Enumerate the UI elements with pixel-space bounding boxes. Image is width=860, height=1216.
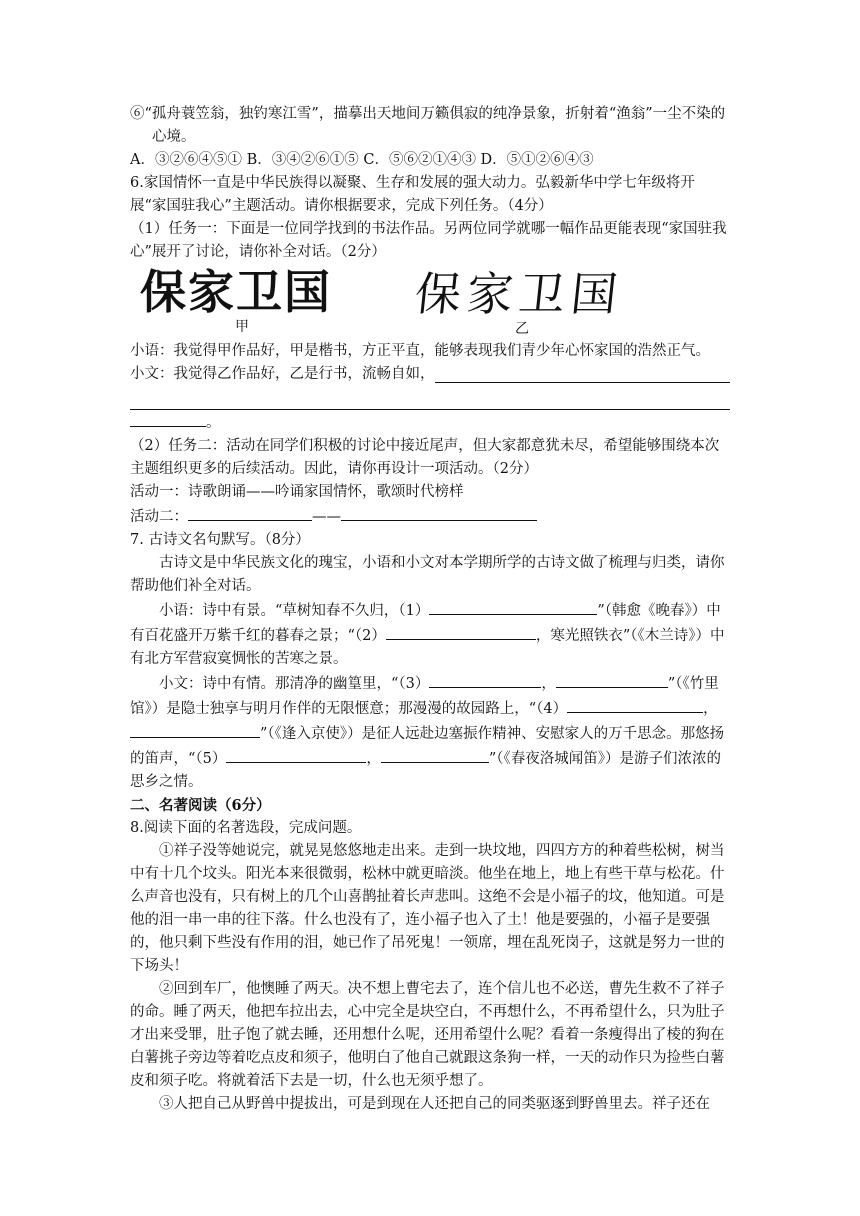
comma-3: ， <box>541 676 556 692</box>
answer-blank-4b[interactable] <box>130 721 260 738</box>
comma-4: ， <box>703 701 718 717</box>
question-6-stem: 6.家国情怀一直是中华民族得以凝聚、生存和发展的强大动力。弘毅新华中学七年级将开展“家国驻我心”主题活动。请你根据要求，完成下列任务。（4分） <box>130 175 695 214</box>
answer-blank-activity-a[interactable] <box>188 504 312 521</box>
poem-text-1c: ，寒光照铁衣”（《木兰诗》）中有北方军营寂寞惆怅的苦寒之景。 <box>130 628 725 667</box>
activity-2-label: 活动二： <box>130 509 188 525</box>
excerpt-paragraph-2: ②回到车厂，他懊睡了两天。决不想上曹宅去了，连个信儿也不必送，曹先生救不了祥子的命。睡了两天，他把车拉出去，心中完全是块空白，不再想什么，不再希望什么，只为肚子才出来受罪，肚子饱了就去睡，还用想什么呢，还用希望什么呢？看着一条瘦得出了棱的狗在白薯挑子旁边等着吃点皮和须子，他明白了他自己就跟这条狗一样，一天的动作只为捡些白薯皮和须子吃。将就着活下去是一切，什么也无须乎想了。 <box>130 981 725 1089</box>
poem-text-1a: 小语：诗中有景。“草树知春不久归，（1） <box>159 603 430 619</box>
xiaowen-poem-paragraph <box>130 671 730 794</box>
activity-2-dash: —— <box>312 509 341 525</box>
xiaowen-line <box>130 363 730 386</box>
answer-blank-5b[interactable] <box>381 746 489 763</box>
answer-blank-activity-b[interactable] <box>341 504 537 521</box>
label-yi: 乙 <box>515 321 529 337</box>
answer-blank-1[interactable] <box>429 598 597 615</box>
exam-page <box>130 103 730 1116</box>
poem-text-2e: ”（《春夜洛城闻笛》）是游子们浓浓的思乡之情。 <box>130 751 722 790</box>
poem-text-2c: “（4） <box>528 701 568 717</box>
xiaoyu-line: 小语：我觉得甲作品好，甲是楷书，方正平直，能够表现我们青少年心怀家国的浩然正气。 <box>130 343 710 359</box>
poem-text-2a: 小文：诗中有情。那清净的幽篁里，“（3） <box>159 676 430 692</box>
answer-blank-4a[interactable] <box>567 696 703 713</box>
answer-blank-2[interactable] <box>386 623 536 640</box>
task1-last-line <box>130 410 730 435</box>
label-jia: 甲 <box>235 319 249 335</box>
answer-blank-3a[interactable] <box>429 671 541 688</box>
end-mark: 。 <box>206 415 221 431</box>
excerpt-paragraph-1: ①祥子没等她说完，就晃晃悠悠地走出来。走到一块坟地，四四方方的种着些松树，树当中有十几个坟头。阳光本来很微弱，松林中就更暗淡。他坐在地上，地上有些干草与松花。什么声音也没有，只有树上的几个山喜鹊扯着长声悲叫。这绝不会是小福子的坟，他知道。可是他的泪一串一串的往下落。什么也没有了，连小福子也入了土！他是要强的，小福子是要强的，他只剩下些没有作用的泪，她已作了吊死鬼！一领席，埋在乱死岗子，这就是努力一世的下场头！ <box>130 843 725 974</box>
poem-text-2b: ”（《竹里馆》）是隐士独享与明月作伴的无限惬意；那漫漫的故园路上， <box>130 676 719 717</box>
comma-5: ， <box>366 751 381 767</box>
answer-blank-3b[interactable] <box>556 671 668 688</box>
calligraphy-samples <box>130 266 730 340</box>
answer-blank-5a[interactable] <box>226 746 366 763</box>
task-2-prompt: （2）任务二：活动在同学们积极的讨论中接近尾声，但大家都意犹未尽，希望能够围绕本次主题组织更多的后续活动。因此，请你再设计一项活动。（2分） <box>130 438 720 477</box>
xiaoyu-poem-paragraph <box>130 598 730 671</box>
question-7-title: 7. 古诗文名句默写。（8分） <box>130 532 310 548</box>
question-8-stem: 8.阅读下面的名著选段，完成问题。 <box>130 820 362 836</box>
answer-options: A．③②⑥④⑤① B．③④②⑥①⑤ C．⑤⑥②①④③ D．⑤①②⑥④③ <box>130 152 594 168</box>
activity-2 <box>130 504 730 529</box>
option-item-6: ⑥“孤舟蓑笠翁，独钓寒江雪”，描摹出天地间万籁俱寂的纯净景象，折射着“渔翁”一尘不染的心境。 <box>130 106 726 145</box>
answer-blank-task1-c[interactable] <box>130 410 206 427</box>
poem-text-2d: ”（《逢入京使》）是征人远赴边塞振作精神、安慰家人的万千思念。那悠扬的笛声，“（5） <box>130 726 725 767</box>
calligraphy-a: 保家卫国 <box>140 265 332 319</box>
question-7-intro: 古诗文是中华民族文化的瑰宝，小语和小文对本学期所学的古诗文做了梳理与归类，请你帮助他们补全对话。 <box>130 555 725 594</box>
excerpt-paragraph-3: ③人把自己从野兽中提拔出，可是到现在人还把自己的同类驱逐到野兽里去。祥子还在 <box>159 1096 710 1112</box>
poem-text-1b: ”（韩愈《晚春》）中有百花盛开万紫千红的暮春之景；“（2） <box>130 603 721 644</box>
xiaowen-text: 小文：我觉得乙作品好，乙是行书，流畅自如， <box>130 366 435 382</box>
answer-blank-task1-a[interactable] <box>435 366 731 383</box>
answer-blank-task1-b[interactable] <box>130 386 730 410</box>
activity-1: 活动一：诗歌朗诵——吟诵家国情怀，歌颂时代榜样 <box>130 484 464 500</box>
calligraphy-b: 保家卫国 <box>412 267 626 321</box>
section-2-title: 二、名著阅读（6分） <box>130 797 271 814</box>
task-1-prompt: （1）任务一：下面是一位同学找到的书法作品。另两位同学就哪一幅作品更能表现“家国驻我心”展开了讨论，请你补全对话。（2分） <box>130 221 727 260</box>
